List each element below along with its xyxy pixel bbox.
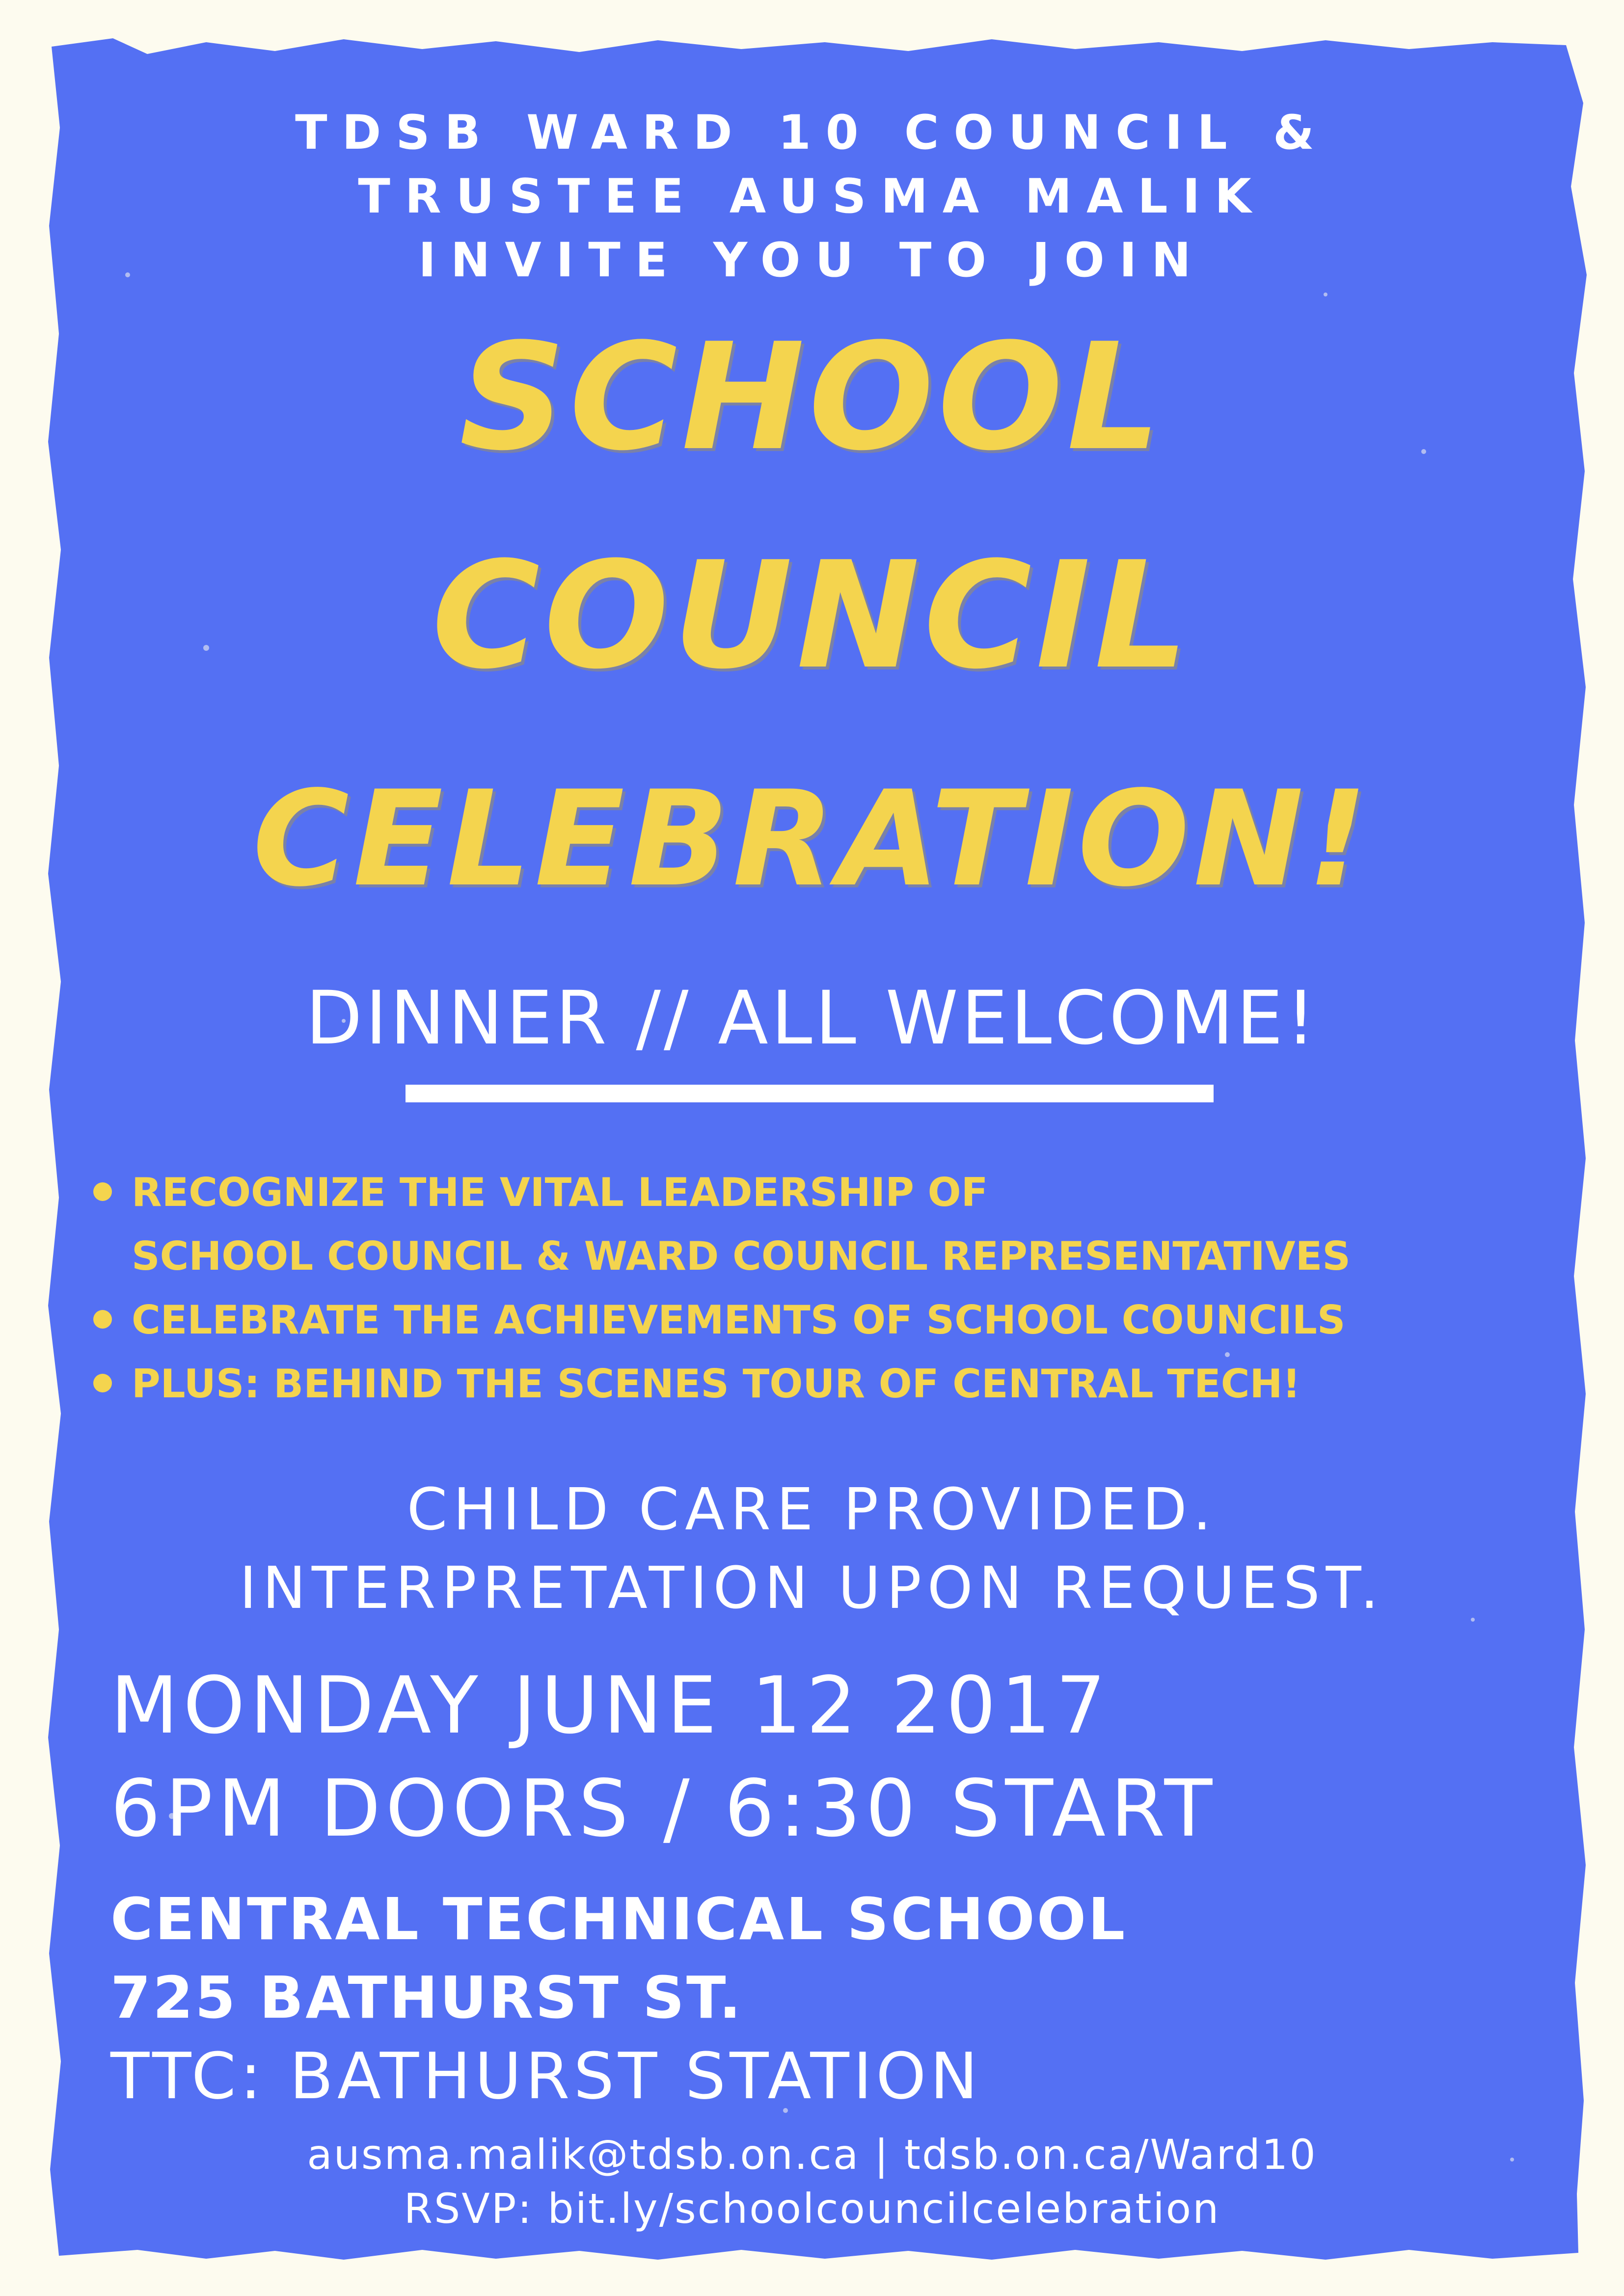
title-line-school: SCHOOL bbox=[459, 312, 1165, 483]
header-line-2: TRUSTEE AUSMA MALIK bbox=[358, 169, 1266, 224]
venue-name: CENTRAL TECHNICAL SCHOOL bbox=[110, 1885, 1127, 1953]
rsvp-link[interactable]: RSVP: bit.ly/schoolcouncilcelebration bbox=[404, 2185, 1220, 2233]
venue-transit: TTC: BATHURST STATION bbox=[110, 2039, 982, 2113]
venue-address: 725 BATHURST ST. bbox=[110, 1964, 743, 2031]
divider-line bbox=[406, 1085, 1214, 1102]
highlight-line: PLUS: BEHIND THE SCENES TOUR OF CENTRAL TECH! bbox=[132, 1361, 1300, 1407]
highlight-line: SCHOOL COUNCIL & WARD COUNCIL REPRESENTATIVES bbox=[132, 1233, 1351, 1279]
subtitle-dinner: DINNER // ALL WELCOME! bbox=[305, 976, 1319, 1061]
title-line-council: COUNCIL bbox=[432, 530, 1192, 701]
header-line-1: TDSB WARD 10 COUNCIL & bbox=[295, 105, 1329, 160]
highlight-item-recognize bbox=[93, 1161, 1351, 1288]
title-line-celebration: CELEBRATION! bbox=[252, 763, 1372, 916]
bullet-dot-icon bbox=[93, 1374, 112, 1392]
highlights-list bbox=[93, 1161, 1351, 1416]
bullet-dot-icon bbox=[93, 1310, 112, 1329]
highlight-line: CELEBRATE THE ACHIEVEMENTS OF SCHOOL COUNCILS bbox=[132, 1297, 1346, 1343]
highlight-item-tour bbox=[93, 1352, 1351, 1416]
note-interpretation: INTERPRETATION UPON REQUEST. bbox=[239, 1554, 1385, 1622]
note-child-care: CHILD CARE PROVIDED. bbox=[406, 1475, 1218, 1543]
highlight-line: RECOGNIZE THE VITAL LEADERSHIP OF bbox=[132, 1170, 988, 1215]
contact-email-site[interactable]: ausma.malik@tdsb.on.ca | tdsb.on.ca/Ward10 bbox=[307, 2131, 1317, 2179]
highlight-item-celebrate bbox=[93, 1288, 1351, 1352]
event-time: 6PM DOORS / 6:30 START bbox=[110, 1762, 1218, 1854]
event-date: MONDAY JUNE 12 2017 bbox=[110, 1659, 1111, 1751]
bullet-dot-icon bbox=[93, 1182, 112, 1201]
header-line-3: INVITE YOU TO JOIN bbox=[418, 233, 1206, 288]
